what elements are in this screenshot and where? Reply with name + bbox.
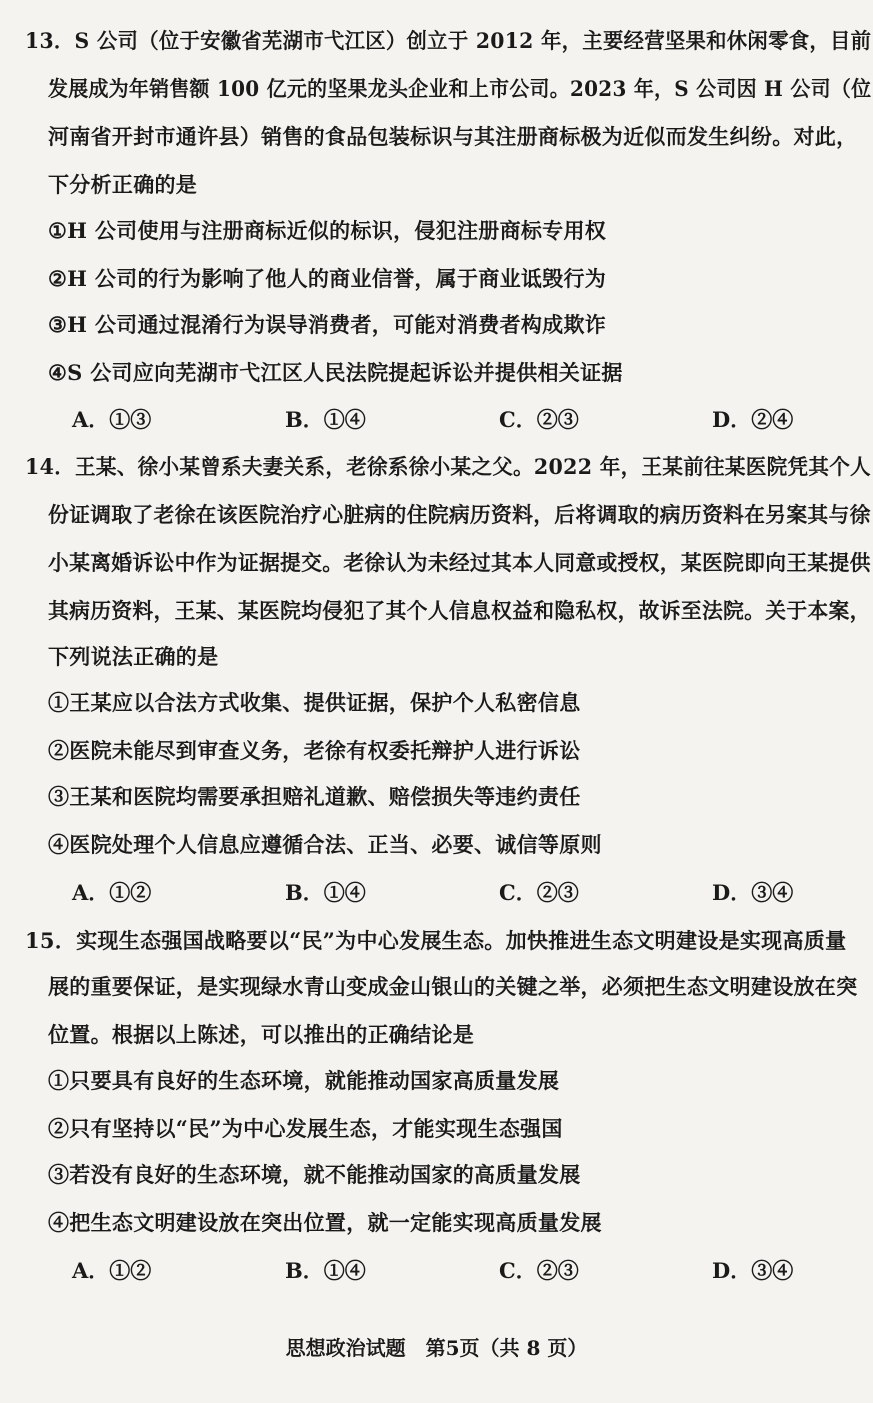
question-13-statement-1: ①H 公司使用与注册商标近似的标识，侵犯注册商标专用权 [48, 218, 607, 243]
question-13-stem-line-1: 13．S 公司（位于安徽省芜湖市弋江区）创立于 2012 年，主要经营坚果和休闲零食，目前 [25, 28, 872, 53]
question-13-option-c[interactable]: C．②③ [499, 407, 579, 432]
question-14-stem-line-4: 其病历资料，王某、某医院均侵犯了其个人信息权益和隐私权，故诉至法院。关于本案， [48, 598, 871, 623]
question-13-stem-line-2: 发展成为年销售额 100 亿元的坚果龙头企业和上市公司。2023 年，S 公司因 H 公司（位 [48, 76, 872, 101]
question-14-stem-line-5: 下列说法正确的是 [48, 644, 219, 669]
question-15-stem-line-2: 展的重要保证，是实现绿水青山变成金山银山的关键之举，必须把生态文明建设放在突 [48, 974, 858, 999]
page-footer: 思想政治试题 第5页（共 8 页） [285, 1336, 588, 1360]
question-15-option-c[interactable]: C．②③ [499, 1258, 579, 1283]
question-14-statement-3: ③王某和医院均需要承担赔礼道歉、赔偿损失等违约责任 [48, 784, 581, 809]
question-15-statement-4: ④把生态文明建设放在突出位置，就一定能实现高质量发展 [48, 1210, 602, 1235]
question-14-stem-line-2: 份证调取了老徐在该医院治疗心脏病的住院病历资料，后将调取的病历资料在另案其与徐 [48, 502, 871, 527]
question-15-option-b[interactable]: B．①④ [285, 1258, 366, 1283]
question-14-option-a[interactable]: A．①② [72, 880, 152, 905]
question-15-statement-2: ②只有坚持以“民”为中心发展生态，才能实现生态强国 [48, 1116, 563, 1141]
question-14-statement-4: ④医院处理个人信息应遵循合法、正当、必要、诚信等原则 [48, 832, 602, 857]
question-13-stem-line-4: 下分析正确的是 [48, 172, 198, 197]
question-15-statement-1: ①只要具有良好的生态环境，就能推动国家高质量发展 [48, 1068, 560, 1093]
question-15-option-d[interactable]: D．③④ [712, 1258, 794, 1283]
question-14-stem-line-3: 小某离婚诉讼中作为证据提交。老徐认为未经过其本人同意或授权，某医院即向王某提供 [48, 550, 871, 575]
question-15-statement-3: ③若没有良好的生态环境，就不能推动国家的高质量发展 [48, 1162, 581, 1187]
question-13-option-d[interactable]: D．②④ [712, 407, 794, 432]
question-14-option-d[interactable]: D．③④ [712, 880, 794, 905]
question-13-stem-line-3: 河南省开封市通许县）销售的食品包装标识与其注册商标极为近似而发生纠纷。对此， [48, 124, 858, 149]
question-15-stem-line-1: 15．实现生态强国战略要以“民”为中心发展生态。加快推进生态文明建设是实现高质量 [25, 928, 847, 953]
question-13-statement-4: ④S 公司应向芜湖市弋江区人民法院提起诉讼并提供相关证据 [48, 360, 623, 385]
question-14-statement-1: ①王某应以合法方式收集、提供证据，保护个人私密信息 [48, 690, 581, 715]
question-14-option-b[interactable]: B．①④ [285, 880, 366, 905]
question-13-option-b[interactable]: B．①④ [285, 407, 366, 432]
question-14-stem-line-1: 14．王某、徐小某曾系夫妻关系，老徐系徐小某之父。2022 年，王某前往某医院凭其个人 [25, 454, 871, 479]
question-14-statement-2: ②医院未能尽到审查义务，老徐有权委托辩护人进行诉讼 [48, 738, 581, 763]
question-15-stem-line-3: 位置。根据以上陈述，可以推出的正确结论是 [48, 1022, 474, 1047]
question-13-statement-3: ③H 公司通过混淆行为误导消费者，可能对消费者构成欺诈 [48, 312, 607, 337]
question-13-statement-2: ②H 公司的行为影响了他人的商业信誉，属于商业诋毁行为 [48, 266, 607, 291]
question-13-option-a[interactable]: A．①③ [72, 407, 152, 432]
question-15-option-a[interactable]: A．①② [72, 1258, 152, 1283]
question-14-option-c[interactable]: C．②③ [499, 880, 579, 905]
